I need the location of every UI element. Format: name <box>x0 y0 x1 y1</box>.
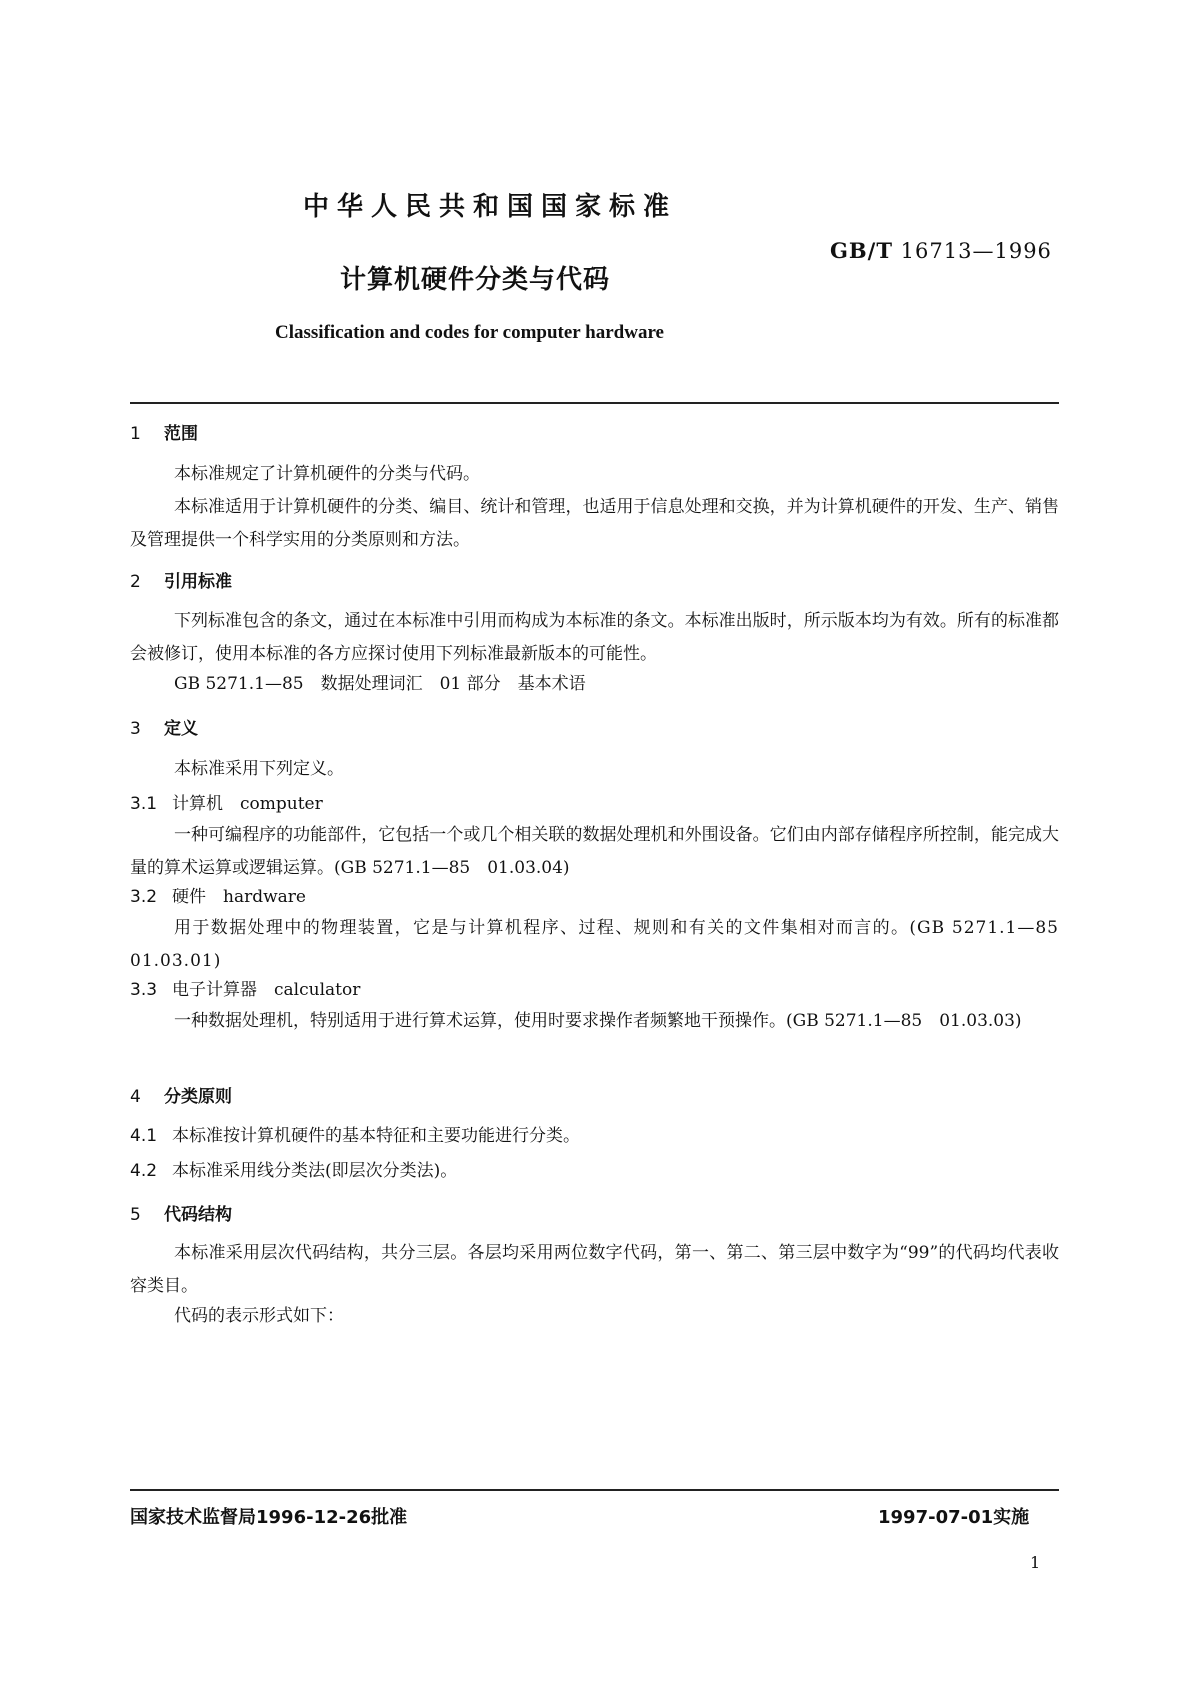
section-3-number: 3 <box>130 719 141 739</box>
section-4-title: 分类原则 <box>164 1087 232 1107</box>
definition-3-3-text: 一种数据处理机，特别适用于进行算术运算，使用时要求操作者频繁地干预操作。(GB 5271.1—85 01.03.03) <box>174 1011 1022 1031</box>
definition-3-2-label: 硬件 hardware <box>172 887 306 907</box>
footer-divider <box>130 1489 1059 1491</box>
definition-3-2-term <box>130 882 306 907</box>
section-3-heading <box>130 714 198 739</box>
clause-4-1-number: 4.1 <box>130 1126 158 1146</box>
definition-3-2-number: 3.2 <box>130 887 158 907</box>
section-5-paragraph-1: 本标准采用层次代码结构，共分三层。各层均采用两位数字代码，第一、第二、第三层中数字为“99”的代码均代表收容类目。 <box>130 1243 1059 1296</box>
definition-3-1-text: 一种可编程序的功能部件，它包括一个或几个相关联的数据处理机和外围设备。它们由内部存储程序所控制，能完成大量的算术运算或逻辑运算。(GB 5271.1—85 01.03.04) <box>130 825 1059 878</box>
section-2-paragraph-1: 下列标准包含的条文，通过在本标准中引用而构成为本标准的条文。本标准出版时，所示版本均为有效。所有的标准都会被修订，使用本标准的各方应探讨使用下列标准最新版本的可能性。 <box>130 611 1059 664</box>
standard-number-value: 16713—1996 <box>900 239 1052 263</box>
header-divider <box>130 402 1059 404</box>
approval-statement: 国家技术监督局1996-12-26批准 <box>130 1507 408 1528</box>
section-1-paragraph-2: 本标准适用于计算机硬件的分类、编目、统计和管理，也适用于信息处理和交换，并为计算机硬件的开发、生产、销售及管理提供一个科学实用的分类原则和方法。 <box>130 497 1059 550</box>
clause-4-1-text: 本标准按计算机硬件的基本特征和主要功能进行分类。 <box>172 1126 580 1146</box>
definition-3-2-text: 用于数据处理中的物理装置，它是与计算机程序、过程、规则和有关的文件集相对而言的。(GB 5271.1—85 01.03.01) <box>130 918 1077 971</box>
clause-4-1 <box>130 1121 580 1146</box>
section-4-number: 4 <box>130 1087 141 1107</box>
clause-4-2-text: 本标准采用线分类法(即层次分类法)。 <box>172 1161 458 1181</box>
section-4-heading <box>130 1082 232 1107</box>
definition-3-3-term <box>130 975 360 1000</box>
standard-number-prefix: GB/T <box>830 238 893 263</box>
standard-title-en: Classification and codes for computer hardware <box>275 322 664 343</box>
implementation-date: 1997-07-01实施 <box>878 1507 1030 1528</box>
definition-3-3-number: 3.3 <box>130 980 158 1000</box>
definition-3-3-label: 电子计算器 calculator <box>172 980 361 1000</box>
definition-3-1-term <box>130 789 323 814</box>
section-2-reference: GB 5271.1—85 数据处理词汇 01 部分 基本术语 <box>174 674 586 694</box>
definition-3-1-label: 计算机 computer <box>172 794 323 814</box>
section-3-intro: 本标准采用下列定义。 <box>174 759 344 779</box>
section-1-number: 1 <box>130 424 141 444</box>
section-5-title: 代码结构 <box>164 1205 232 1225</box>
standard-title-cn: 计算机硬件分类与代码 <box>340 265 611 295</box>
section-1-heading <box>130 419 198 444</box>
section-2-heading <box>130 567 232 592</box>
section-1-paragraph-1: 本标准规定了计算机硬件的分类与代码。 <box>174 464 480 484</box>
national-standard-heading: 中华人民共和国国家标准 <box>303 192 678 222</box>
section-1-title: 范围 <box>164 424 198 444</box>
clause-4-2-number: 4.2 <box>130 1161 158 1181</box>
section-5-paragraph-2: 代码的表示形式如下： <box>174 1306 344 1326</box>
section-5-heading <box>130 1200 232 1225</box>
section-2-number: 2 <box>130 572 141 592</box>
page-number: 1 <box>1030 1553 1041 1572</box>
clause-4-2 <box>130 1156 457 1181</box>
standard-number <box>830 238 1052 263</box>
section-2-title: 引用标准 <box>164 572 232 592</box>
section-3-title: 定义 <box>164 719 198 739</box>
definition-3-1-number: 3.1 <box>130 794 158 814</box>
section-5-number: 5 <box>130 1205 141 1225</box>
